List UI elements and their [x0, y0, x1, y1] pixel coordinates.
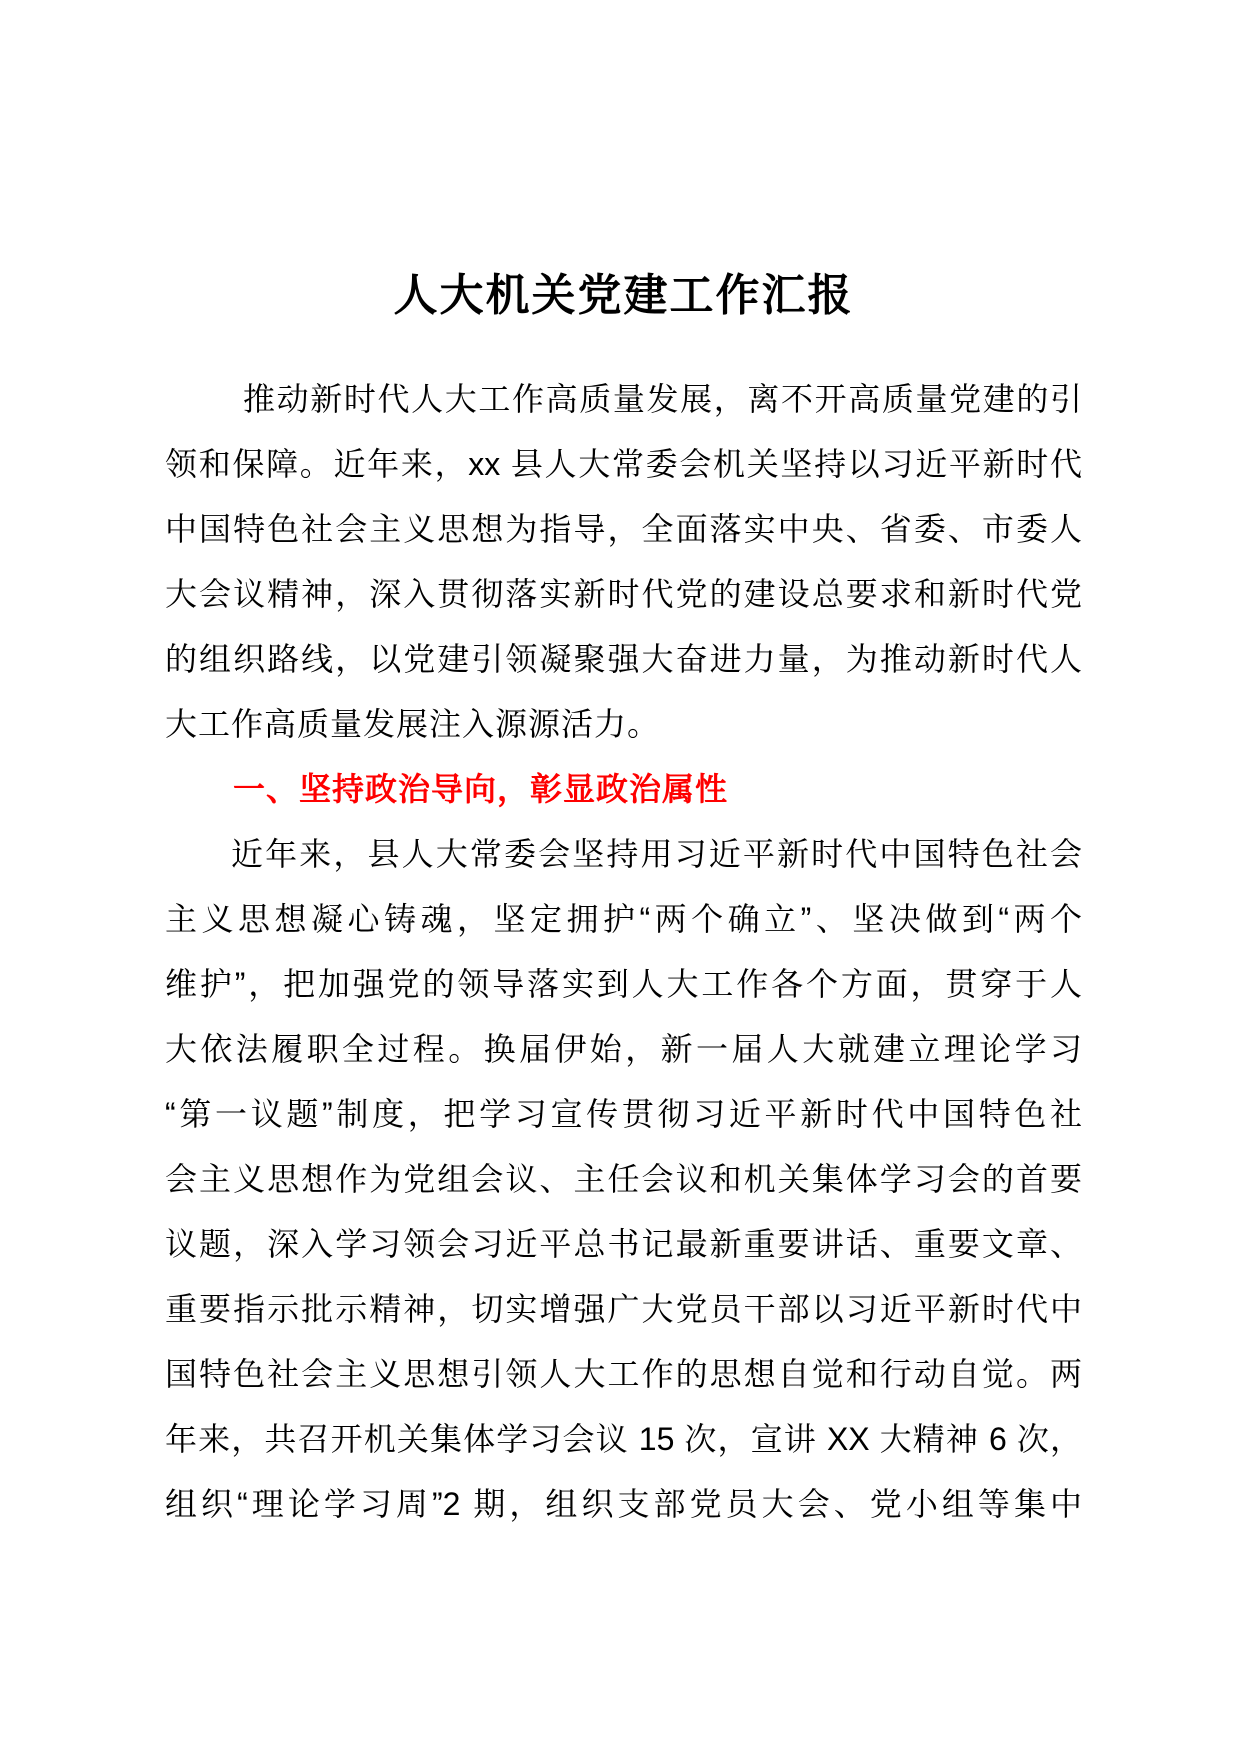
document-title: 人大机关党建工作汇报	[393, 271, 854, 320]
paragraph-line: 的组织路线，以党建引领凝聚强大奋进力量，为推动新时代人	[165, 641, 1082, 677]
paragraph-line: “第一议题”制度，把学习宣传贯彻习近平新时代中国特色社	[165, 1096, 1082, 1132]
paragraph-line: 推动新时代人大工作高质量发展，离不开高质量党建的引	[243, 381, 1082, 417]
paragraph-line: 会主义思想作为党组会议、主任会议和机关集体学习会的首要	[165, 1161, 1082, 1197]
paragraph-line: 维护”，把加强党的领导落实到人大工作各个方面，贯穿于人	[165, 966, 1082, 1002]
paragraph-line: 重要指示批示精神，切实增强广大党员干部以习近平新时代中	[165, 1291, 1082, 1327]
paragraph-line: 年来，共召开机关集体学习会议 15 次，宣讲 XX 大精神 6 次，	[165, 1421, 1082, 1457]
paragraph-line: 大工作高质量发展注入源源活力。	[165, 706, 661, 742]
paragraph-line: 大会议精神，深入贯彻落实新时代党的建设总要求和新时代党	[165, 576, 1082, 612]
paragraph-2	[165, 822, 1082, 1537]
paragraph-line: 议题，深入学习领会习近平总书记最新重要讲话、重要文章、	[165, 1226, 1082, 1262]
paragraph-line: 领和保障。近年来，xx 县人大常委会机关坚持以习近平新时代	[165, 446, 1082, 482]
paragraph-line: 主义思想凝心铸魂，坚定拥护“两个确立”、坚决做到“两个	[165, 901, 1082, 937]
section-1-heading: 一、坚持政治导向，彰显政治属性	[233, 771, 729, 807]
paragraph-line: 组织“理论学习周”2 期，组织支部党员大会、党小组等集中	[165, 1486, 1082, 1522]
paragraph-line: 大依法履职全过程。换届伊始，新一届人大就建立理论学习	[165, 1031, 1082, 1067]
paragraph-line: 中国特色社会主义思想为指导，全面落实中央、省委、市委人	[165, 511, 1082, 547]
paragraph-1	[165, 367, 1082, 757]
paragraph-line: 国特色社会主义思想引领人大工作的思想自觉和行动自觉。两	[165, 1356, 1082, 1392]
paragraph-line: 近年来，县人大常委会坚持用习近平新时代中国特色社会	[231, 836, 1082, 872]
